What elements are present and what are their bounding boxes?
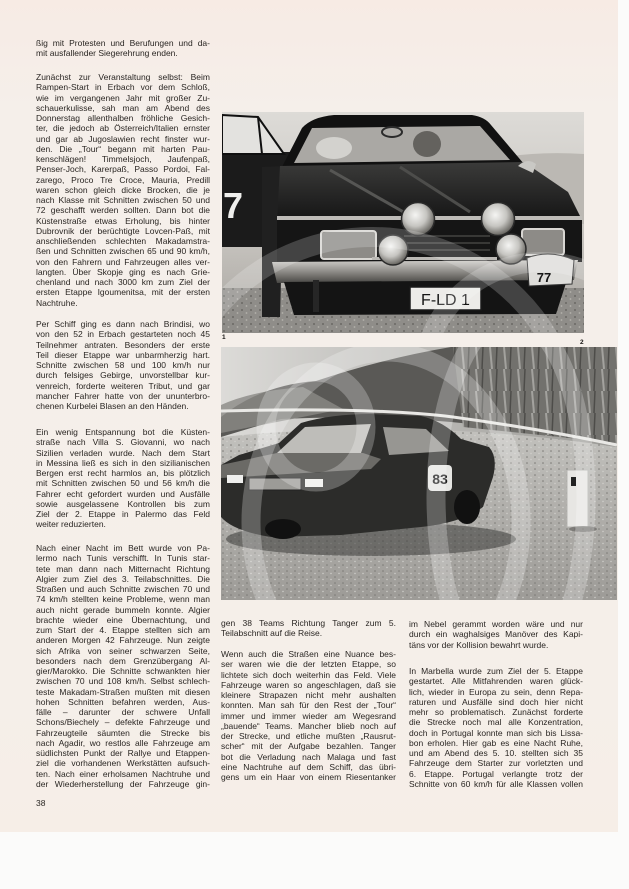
text-line: Algier zum Ziel des 3. Teilabschnittes. Die — [36, 573, 210, 584]
text-line: In Marbella wurde zum Ziel der 5. Etappe — [409, 666, 583, 676]
text-line: ter, die jedoch ab Österreich/Italien ernster — [36, 123, 210, 134]
text-line: bon erholen. Hier gab es eine Nacht Ruhe, — [409, 737, 583, 748]
text-line: der Strecke, und etliche mußten „Rausrut- — [221, 731, 396, 741]
text-line: ten. Nach einer erholsamen Nachtruhe und — [36, 768, 210, 779]
text-line: der Wiederherstellung der Fahrzeuge gin- — [36, 778, 210, 789]
wheel — [454, 490, 480, 524]
text-line: den. Die „Tour“ begann mit harten Pau- — [36, 143, 210, 154]
paragraph — [36, 427, 210, 530]
text-line: konnten. Man sah für den Rest der „Tour“ — [221, 700, 396, 711]
text-line: Rampen-Start in Erbach vor dem Schloß, — [36, 82, 210, 93]
text-line: lich, wieder in Europa zu sein, denn Repa- — [409, 686, 583, 697]
paragraph — [409, 666, 583, 789]
spot-lamp — [482, 203, 515, 236]
text-line: Nach einer Nacht im Bett wurde von Pa- — [36, 543, 210, 553]
text-line: ziel die vorhandenen Werkstätten aufsuch- — [36, 758, 210, 769]
text-line: südlichsten Punkt der Rallye und Etappen- — [36, 748, 210, 758]
text-line: Zunächst zur Veranstaltung selbst: Beim — [36, 72, 210, 82]
paragraph — [36, 543, 210, 789]
text-line: sowie ausgelassene Kontrollen bis zum — [36, 498, 210, 509]
text-line: Teil dieser Etappe war unbarmherzig hart. — [36, 349, 210, 360]
license-plate-text: F-LD 1 — [421, 292, 470, 309]
text-line: auch nicht gerade bummeln konnte. Algier — [36, 604, 210, 615]
paragraph — [221, 649, 396, 782]
text-line: teste Makadam-Straßen mußten mit diesen — [36, 686, 210, 697]
text-line: Bergen erst recht harmlos an, bis plötzlich — [36, 468, 210, 478]
text-line: Schons/Biechely – defekte Fahrzeuge und — [36, 717, 210, 728]
text-line: die Strecke noch mal alle Konzentration, — [409, 717, 583, 728]
text-line: nach Agadir, wo restlos alle Fahrzeuge am — [36, 737, 210, 748]
rally-plate-number: 77 — [536, 270, 552, 285]
text-line: eine Nachtruhe auf dem Schiff, das übri- — [221, 761, 396, 772]
text-line: täns vor der Kollision bewahrt wurde. — [409, 639, 549, 650]
text-line: chenland und nach 3000 km zum Ziel der — [36, 277, 210, 287]
text-line: brachte wieder eine Übernachtung, und — [36, 614, 210, 625]
text-line: zum Start der 4. Etappe stellten sich am — [36, 625, 210, 635]
text-line: langten. Über Skopje ging es nach Grie- — [36, 266, 210, 277]
text-line: schauerkulisse, sah man am Abend des — [36, 102, 210, 113]
driver — [413, 131, 441, 157]
text-line: fälle – darunter der schwere Unfall — [36, 707, 210, 717]
text-line: doch in Portugal konnte man sich bis Lissa- — [409, 727, 583, 738]
photo-rally-car-front — [222, 112, 584, 333]
text-line: weiter reduzierten. — [36, 519, 106, 530]
text-line: chenen Kurbelei Blasen an den Händen. — [36, 401, 189, 411]
wheel — [265, 519, 301, 539]
text-line: bot die Verladung nach Malaga und fast — [221, 751, 396, 762]
text-line: Fahrer echt gefordert wurden und Ausfälle — [36, 488, 210, 499]
text-line: gens um ein Haar von einem Riesentanker — [221, 772, 396, 782]
text-line: Straßen und auch Schnitte zwischen 70 und — [36, 584, 210, 594]
text-line: ersten Etappe Igoumenitsa, mit der ersten — [36, 287, 210, 298]
text-line: 6. Etappe. Portugal verlangte trotz der — [409, 768, 583, 779]
text-line: wie im vergangenen Jahr mit großer Zu- — [36, 92, 210, 103]
text-line: nach Klasse mit Schnitten zwischen 50 und — [36, 195, 210, 205]
paragraph — [36, 319, 210, 411]
text-line: Fahrzeuge waren so angeschlagen, daß sie — [221, 679, 396, 690]
text-line: Per Schiff ging es dann nach Brindisi, wo — [36, 319, 210, 329]
paragraph — [36, 72, 210, 308]
text-line: immer und immer wieder am Wegesrand — [221, 710, 396, 721]
text-line: mehr so problematisch. Zunächst forderte — [409, 707, 583, 717]
text-line: und am Abend des 5. 10. stellten sich 35 — [409, 748, 583, 758]
figure-label-2: 2 — [580, 339, 584, 346]
text-line: lichtete sich doch weiterhin das Feld. Viele — [221, 669, 396, 680]
text-line: 74 km/h stellten keine Probleme, wenn man — [36, 594, 210, 605]
text-line: besonders nach dem Grenzübergang Al- — [36, 655, 210, 666]
text-line: in Messina ließ es sich in den sizilianischen — [36, 457, 210, 468]
text-line: im Nebel gerammt worden wäre und nur — [409, 619, 583, 629]
text-line: anderen Morgen 42 Fahrzeuge. Nun zeigte — [36, 635, 210, 646]
text-line: mancher Fahrer hatte von der ununterbro- — [36, 390, 210, 401]
text-line: Fahrzeuge dem Starter zur vorletzten und — [409, 758, 583, 769]
text-line: von den 52 in Erbach gestarteten noch 45 — [36, 329, 210, 340]
text-line: waren schon gleich dicke Brocken, die je — [36, 184, 210, 195]
tail-light — [227, 475, 243, 483]
text-line: Wenn auch die Straßen eine Nuance bes- — [221, 649, 396, 659]
text-line: Schnitte von 60 km/h für alle Klassen vollen — [409, 778, 583, 789]
text-line: und gar ab Jugoslawien recht finster wur- — [36, 133, 210, 144]
text-line: hohen Schnitten befahren werden, Aus- — [36, 696, 210, 707]
text-line: Sizilien verladen wurde. Nach dem Start — [36, 447, 210, 458]
text-line: durch ein waghalsiges Manöver des Kapi- — [409, 629, 583, 640]
text-line: 72 geschafft werden sollten. Dann bot die — [36, 205, 210, 216]
text-line: venreich, forderte weiteren Tribut, und gar — [36, 380, 210, 391]
text-line: straße nach Villa S. Giovanni, wo nach — [36, 437, 210, 448]
text-line: Fahrzeugteile säumten die Strecke bis — [36, 727, 210, 738]
text-line: anschließenden schlechten Makadamstra- — [36, 236, 210, 246]
text-line: Ein wenig Entspannung bot die Küsten- — [36, 427, 210, 437]
text-line: mit Schnitten zwischen 50 und 56 km/h die — [36, 478, 210, 489]
paragraph — [221, 618, 396, 639]
text-line: gestartet. Alle Mitfahrenden waren glück- — [409, 676, 583, 687]
text-line: gen 38 Teams Richtung Tanger zum 5. — [221, 618, 396, 628]
door-number: 7 — [223, 185, 244, 226]
paragraph — [36, 38, 210, 59]
text-line: Donnerstag allenthalben fröhliche Gesich- — [36, 113, 210, 123]
text-line: kleinere Strapazen nicht mehr aushalten — [221, 690, 396, 700]
text-line: durch felsiges Gebirge, unvorstellbar kur- — [36, 370, 210, 381]
text-line: mit ausfallender Siegerehrung enden. — [36, 48, 178, 59]
text-line: Teilabschnitt auf die Reise. — [221, 628, 323, 639]
text-line: tete man dann nach Mitternacht Richtung — [36, 563, 210, 574]
text-line: kenschlägen! Timmelsjoch, Jaufenpaß, — [36, 154, 210, 164]
text-line: Nachtruhe. — [36, 297, 78, 308]
text-line: „bauende“ Teams. Mancher blieb noch auf — [221, 720, 396, 731]
photo-rally-car-mountain-road — [221, 347, 617, 600]
text-line: scher“ mit der Aufgabe bezahlen. Tanger — [221, 741, 396, 752]
text-line: sich Afrika von seiner schwarzen Seite, — [36, 645, 210, 656]
text-line: Teilnehmer antraten. Besonders der erste — [36, 339, 210, 350]
text-line: Küstenstraße etwas Erholung, bis hinter — [36, 215, 210, 226]
text-line: Penser-Joch, Karerpaß, Passo Pordoi, Fal- — [36, 164, 210, 175]
car-number: 83 — [432, 471, 448, 487]
text-line: ser waren wie die der letzten Etappe, so — [221, 659, 396, 670]
text-line: zarego, Proco Tre Croce, Mauria, Predill — [36, 174, 210, 185]
text-line: lermo nach Tunis verschifft. In Tunis star- — [36, 553, 210, 564]
figure-label-1: 1 — [222, 334, 226, 341]
text-line: ßen und Schnitten zwischen 65 und 90 km/h, — [36, 246, 210, 257]
text-line: Schnitte zwischen 58 und 100 km/h nur — [36, 360, 210, 370]
headlight-right — [522, 229, 564, 255]
text-line: Ziel der 2. Etappe in Palermo das Feld — [36, 509, 210, 519]
text-line: zwischen 70 und 108 km/h. Selbst schlech- — [36, 676, 210, 687]
text-line: Dubrovnik der berüchtigte Lovcen-Paß, mit — [36, 225, 210, 236]
page-number: 38 — [36, 798, 46, 808]
text-line: gier/Marokko. Die Schnitte schwankten hier — [36, 666, 210, 676]
text-line: ßig mit Protesten und Berufungen und da- — [36, 38, 210, 48]
text-line: von den Fahrern und Fahrzeugen alles ver- — [36, 256, 210, 267]
paragraph — [409, 619, 583, 650]
text-line: raturen und Ausfälle sind doch hier nicht — [409, 696, 583, 707]
